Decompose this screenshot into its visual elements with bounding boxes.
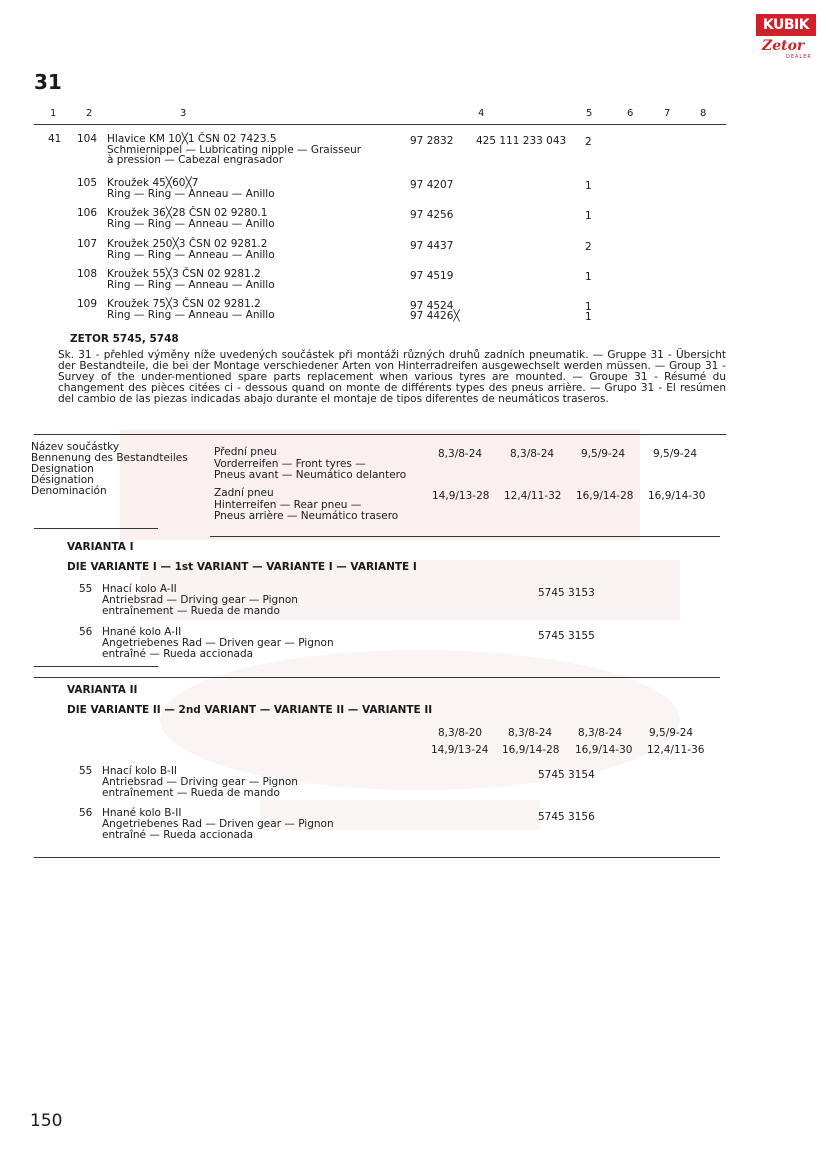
part-quantity-extra: 1 [585, 311, 592, 323]
variant-item-line: entraînement — Rueda de mando [102, 786, 280, 799]
column-number: 2 [86, 108, 93, 119]
part-description-line: Ring — Ring — Anneau — Anillo [107, 308, 275, 321]
part-code-secondary: 425 111 233 043 [476, 135, 567, 147]
designation-label: Název součástky [31, 441, 120, 453]
logo-kubik-text: KUBIK [756, 14, 816, 36]
part-description-line: Kroužek 75╳3 ČSN 02 9281.2 [107, 298, 261, 310]
variant-item-line: entraînement — Rueda de mando [102, 604, 280, 617]
rear-tyre-label: Hinterreifen — Rear pneu — [214, 498, 362, 511]
variant-subtitle: DIE VARIANTE I — 1st VARIANT — VARIANTE I — VARIANTE I [67, 561, 417, 573]
column-number: 5 [586, 108, 593, 119]
zetor-heading: ZETOR 5745, 5748 [70, 333, 179, 345]
part-description-line: Kroužek 45╳60╳7 [107, 177, 199, 189]
designation-label: Designation [31, 463, 94, 475]
variant-item-position: 56 [79, 807, 93, 819]
rear-tyre-size: 14,9/13-28 [432, 490, 490, 502]
front-tyre-size: 8,3/8-24 [510, 448, 555, 460]
variant-item-line: Hnané kolo A-II [102, 626, 182, 638]
part-description-line: Ring — Ring — Anneau — Anillo [107, 217, 275, 230]
variant-item-line: Antriebsrad — Driving gear — Pignon [102, 593, 298, 606]
rule-designation-left [34, 528, 158, 529]
part-quantity: 1 [585, 271, 592, 283]
variant-front-size: 8,3/8-24 [508, 727, 553, 739]
designation-label: Désignation [31, 474, 94, 486]
column-number: 4 [478, 108, 485, 119]
rule-v1-left [34, 666, 158, 667]
part-code-extra: 97 4426╳ [410, 310, 460, 322]
part-position: 109 [77, 298, 98, 310]
variant-title: VARIANTA I [67, 541, 134, 553]
variant-item-position: 55 [79, 765, 93, 777]
variant-item-line: Angetriebenes Rad — Driven gear — Pignon [102, 636, 334, 649]
front-tyre-size: 9,5/9-24 [581, 448, 626, 460]
variant-item-position: 55 [79, 583, 93, 595]
variant-item-line: Hnací kolo B-II [102, 765, 178, 777]
column-number: 8 [700, 108, 707, 119]
part-quantity: 2 [585, 136, 592, 148]
front-tyre-size: 9,5/9-24 [653, 448, 698, 460]
variant-item-line: entraîné — Rueda accionada [102, 647, 254, 660]
part-group: 41 [48, 133, 62, 145]
column-number: 1 [50, 108, 57, 119]
variant-rear-size: 12,4/11-36 [647, 744, 705, 756]
part-description-line: Ring — Ring — Anneau — Anillo [107, 187, 275, 200]
part-code: 97 4437 [410, 240, 454, 252]
part-code: 97 4256 [410, 209, 454, 221]
part-description-line: Ring — Ring — Anneau — Anillo [107, 278, 275, 291]
variant-rear-size: 16,9/14-28 [502, 744, 560, 756]
logo-dealer-text: DEALER [786, 54, 812, 60]
part-code: 97 4524 [410, 300, 454, 312]
column-number: 7 [664, 108, 671, 119]
rule-designation-bottom [210, 536, 720, 537]
rear-tyre-size: 16,9/14-28 [576, 490, 634, 502]
variant-rear-size: 16,9/14-30 [575, 744, 633, 756]
variant-item-line: Angetriebenes Rad — Driven gear — Pignon [102, 817, 334, 830]
rear-tyre-size: 16,9/14-30 [648, 490, 706, 502]
variant-front-size: 8,3/8-24 [578, 727, 623, 739]
front-tyre-label: Přední pneu [214, 446, 277, 458]
rule-v2-bottom [34, 857, 720, 858]
page-number: 150 [30, 1111, 63, 1131]
variant-subtitle: DIE VARIANTE II — 2nd VARIANT — VARIANTE II — VARIANTE II [67, 704, 433, 716]
variant-rear-size: 14,9/13-24 [431, 744, 489, 756]
front-tyre-label: Vorderreifen — Front tyres — [214, 457, 366, 470]
front-tyre-label: Pneus avant — Neumático delantero [214, 469, 407, 481]
variant-item-line: entraîné — Rueda accionada [102, 828, 254, 841]
variant-title: VARIANTA II [67, 684, 138, 696]
part-position: 106 [77, 207, 98, 219]
variant-item-position: 56 [79, 626, 93, 638]
variant-item-line: Antriebsrad — Driving gear — Pignon [102, 775, 298, 788]
part-code: 97 4207 [410, 179, 454, 191]
header-rule [34, 124, 726, 125]
column-number: 6 [627, 108, 634, 119]
variant-item-code: 5745 3156 [538, 811, 595, 823]
part-position: 105 [77, 177, 98, 189]
variant-item-code: 5745 3154 [538, 769, 595, 781]
part-position: 107 [77, 238, 98, 250]
part-quantity: 2 [585, 241, 592, 253]
part-quantity: 1 [585, 301, 592, 313]
part-quantity: 1 [585, 210, 592, 222]
part-description-line: Hlavice KM 10╳1 ČSN 02 7423.5 [107, 133, 277, 145]
variant-front-size: 9,5/9-24 [649, 727, 694, 739]
variant-item-line: Hnané kolo B-II [102, 807, 182, 819]
part-quantity: 1 [585, 180, 592, 192]
part-code: 97 4519 [410, 270, 454, 282]
designation-label: Bennenung des Bestandteiles [31, 452, 188, 464]
page-section-number: 31 [34, 70, 62, 94]
variant-front-size: 8,3/8-20 [438, 727, 483, 739]
designation-label: Denominación [31, 485, 107, 497]
rule-designation-top [34, 434, 726, 435]
part-code: 97 2832 [410, 135, 454, 147]
part-description-line: à pression — Cabezal engrasador [107, 154, 284, 166]
rear-tyre-label: Zadní pneu [214, 487, 274, 499]
rear-tyre-size: 12,4/11-32 [504, 490, 562, 502]
part-description-line: Schmiernippel — Lubricating nipple — Graisseur [107, 143, 362, 156]
rear-tyre-label: Pneus arrière — Neumático trasero [214, 510, 399, 522]
part-position: 108 [77, 268, 98, 280]
part-position: 104 [77, 133, 98, 145]
logo-zetor-text: Zetor [762, 38, 805, 54]
part-description-line: Ring — Ring — Anneau — Anillo [107, 248, 275, 261]
part-description-line: Kroužek 55╳3 ČSN 02 9281.2 [107, 268, 261, 280]
front-tyre-size: 8,3/8-24 [438, 448, 483, 460]
part-description-line: Kroužek 36╳28 ČSN 02 9280.1 [107, 207, 268, 219]
variant-item-line: Hnací kolo A-II [102, 583, 177, 595]
variant-item-code: 5745 3153 [538, 587, 595, 599]
column-number: 3 [180, 108, 187, 119]
part-description-line: Kroužek 250╳3 ČSN 02 9281.2 [107, 238, 268, 250]
description-paragraph: Sk. 31 - přehled výměny níže uvedených součástek při montáži různých druhů zadních pneumatik. — Gruppe 31 - Übersicht der Bestandteile, die bei der Montage verschiedener Arten von Hinterradreifen ausgewechselt werden müssen. — Group 31 - Survey of the under-mentioned spare parts replacement when various tyres are mounted. — Groupe 31 - Résumé du changement des pièces citées ci - dessous quand on monte de différents types des pneus arrière. — Grupo 31 - El resúmen del cambio de las piezas indicadas abajo durante el montaje de tipos diferentes de neumáticos traseros. [58, 349, 726, 405]
rule-v1-bottom [34, 677, 720, 678]
kubik-zetor-logo [756, 14, 816, 64]
variant-item-code: 5745 3155 [538, 630, 595, 642]
